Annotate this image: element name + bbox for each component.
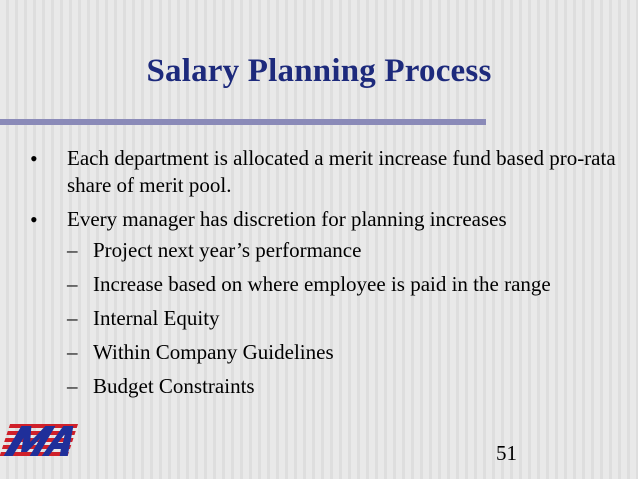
bullet-text: Every manager has discretion for planning increases	[67, 207, 507, 231]
dash-icon: –	[67, 340, 78, 364]
sub-bullet-item	[67, 305, 620, 332]
title-underline-rule	[0, 119, 486, 125]
bullet-list	[20, 145, 620, 407]
dash-icon: –	[67, 306, 78, 330]
sub-bullet-item	[67, 237, 620, 264]
dash-icon: –	[67, 374, 78, 398]
sub-bullet-text: Within Company Guidelines	[93, 340, 334, 364]
bullet-item	[20, 206, 620, 400]
sub-bullet-list	[67, 237, 620, 400]
sub-bullet-text: Project next year’s performance	[93, 238, 362, 262]
sub-bullet-text: Increase based on where employee is paid in the range	[93, 272, 551, 296]
sub-bullet-text: Budget Constraints	[93, 374, 255, 398]
sub-bullet-text: Internal Equity	[93, 306, 220, 330]
bullet-text: Each department is allocated a merit increase fund based pro-rata share of merit pool.	[67, 146, 616, 197]
slide-title: Salary Planning Process	[146, 53, 492, 89]
bullet-item	[20, 145, 620, 199]
bullet-icon: •	[30, 207, 38, 232]
sub-bullet-item	[67, 339, 620, 366]
page-number: 51	[496, 441, 517, 465]
dash-icon: –	[67, 272, 78, 296]
company-logo-icon	[0, 418, 80, 462]
bullet-icon: •	[30, 146, 38, 171]
sub-bullet-item	[67, 271, 620, 298]
dash-icon: –	[67, 238, 78, 262]
sub-bullet-item	[67, 373, 620, 400]
